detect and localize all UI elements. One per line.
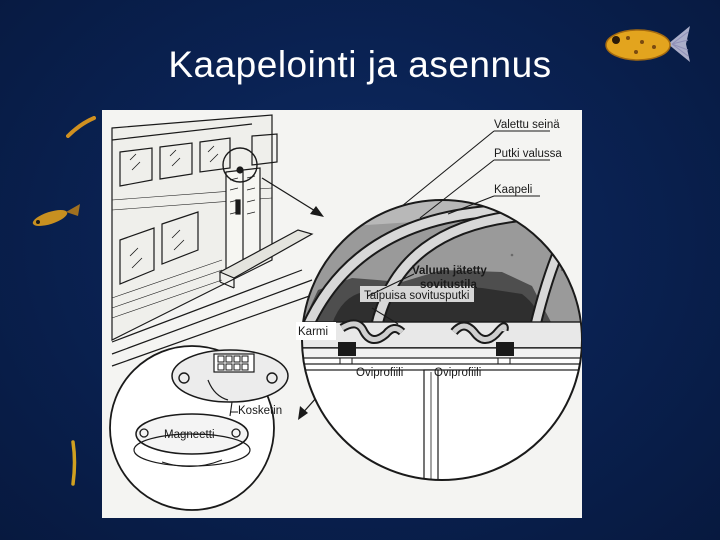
label-oviprofiili-right: Oviprofiili xyxy=(434,367,482,379)
label-taipuisa-sovitusputki: Taipuisa sovitusputki xyxy=(364,290,470,302)
installation-diagram xyxy=(102,110,582,518)
label-sovitustila: sovitustila xyxy=(420,279,477,291)
small-fish-icon xyxy=(30,202,82,228)
label-karmi: Karmi xyxy=(298,326,329,338)
label-kaapeli: Kaapeli xyxy=(494,184,533,196)
label-valuun-jatetty: Valuun jätetty xyxy=(412,265,487,277)
label-valettu-seina: Valettu seinä xyxy=(494,119,560,131)
contact-detail-circle xyxy=(110,346,288,510)
label-kosketin: Kosketin xyxy=(238,405,283,417)
cabling-drawing xyxy=(102,110,582,518)
label-oviprofiili-left: Oviprofiili xyxy=(356,367,404,379)
slide-title: Kaapelointi ja asennus xyxy=(168,44,552,85)
small-fish-icon xyxy=(66,116,96,138)
label-magneetti: Magneetti xyxy=(164,429,215,441)
label-putki-valussa: Putki valussa xyxy=(494,148,562,160)
small-fish-icon xyxy=(66,440,80,486)
wall-detail-circle xyxy=(292,190,582,510)
